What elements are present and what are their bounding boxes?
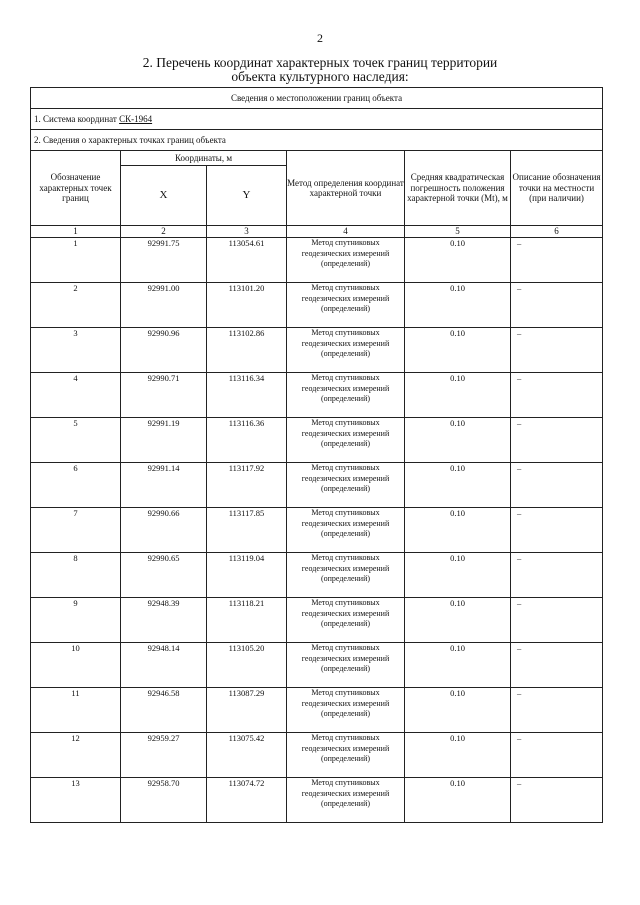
coordinates-table	[30, 87, 603, 823]
y-coordinate-cell: 113118.21	[207, 598, 287, 643]
point-cell: 3	[31, 328, 121, 373]
accuracy-cell: 0.10	[405, 643, 511, 688]
point-cell: 13	[31, 778, 121, 823]
table-row	[31, 778, 603, 823]
column-number: 2	[121, 226, 207, 238]
method-cell: Метод спутниковых геодезических измерений (определений)	[287, 418, 405, 463]
method-cell: Метод спутниковых геодезических измерений (определений)	[287, 328, 405, 373]
column-number: 3	[207, 226, 287, 238]
table-row	[31, 643, 603, 688]
description-cell: –	[511, 238, 603, 283]
y-coordinate-cell: 113105.20	[207, 643, 287, 688]
column-number: 1	[31, 226, 121, 238]
description-cell: –	[511, 328, 603, 373]
column-number: 6	[511, 226, 603, 238]
point-cell: 7	[31, 508, 121, 553]
table-row	[31, 373, 603, 418]
x-coordinate-cell: 92990.96	[121, 328, 207, 373]
accuracy-cell: 0.10	[405, 598, 511, 643]
y-coordinate-cell: 113119.04	[207, 553, 287, 598]
x-coordinate-cell: 92990.66	[121, 508, 207, 553]
accuracy-cell: 0.10	[405, 283, 511, 328]
method-cell: Метод спутниковых геодезических измерений (определений)	[287, 508, 405, 553]
table-row	[31, 463, 603, 508]
point-cell: 12	[31, 733, 121, 778]
x-coordinate-cell: 92946.58	[121, 688, 207, 733]
column-number: 5	[405, 226, 511, 238]
description-cell: –	[511, 733, 603, 778]
x-coordinate-cell: 92958.70	[121, 778, 207, 823]
x-coordinate-cell: 92959.27	[121, 733, 207, 778]
method-cell: Метод спутниковых геодезических измерений (определений)	[287, 778, 405, 823]
method-cell: Метод спутниковых геодезических измерений (определений)	[287, 373, 405, 418]
method-cell: Метод спутниковых геодезических измерений (определений)	[287, 643, 405, 688]
table-row	[31, 238, 603, 283]
header-description: Описание обозначения точки на местности (при наличии)	[511, 151, 603, 226]
table-row	[31, 328, 603, 373]
table-row	[31, 553, 603, 598]
accuracy-cell: 0.10	[405, 328, 511, 373]
accuracy-cell: 0.10	[405, 688, 511, 733]
y-coordinate-cell: 113116.36	[207, 418, 287, 463]
x-coordinate-cell: 92948.14	[121, 643, 207, 688]
point-cell: 5	[31, 418, 121, 463]
y-coordinate-cell: 113116.34	[207, 373, 287, 418]
header-accuracy: Средняя квадратическая погрешность положения характерной точки (Мt), м	[405, 151, 511, 226]
accuracy-cell: 0.10	[405, 463, 511, 508]
document-title	[0, 56, 640, 84]
title-line-1: 2. Перечень координат характерных точек границ территории	[142, 55, 498, 70]
accuracy-cell: 0.10	[405, 418, 511, 463]
accuracy-cell: 0.10	[405, 778, 511, 823]
coord-system-cell	[31, 109, 603, 130]
table-row	[31, 688, 603, 733]
x-coordinate-cell: 92990.65	[121, 553, 207, 598]
description-cell: –	[511, 598, 603, 643]
table-row	[31, 733, 603, 778]
point-cell: 6	[31, 463, 121, 508]
point-cell: 4	[31, 373, 121, 418]
y-coordinate-cell: 113074.72	[207, 778, 287, 823]
point-cell: 11	[31, 688, 121, 733]
method-cell: Метод спутниковых геодезических измерений (определений)	[287, 733, 405, 778]
page-number: 2	[317, 31, 323, 45]
point-cell: 2	[31, 283, 121, 328]
header-y: Y	[207, 166, 287, 226]
table-row	[31, 418, 603, 463]
point-cell: 1	[31, 238, 121, 283]
accuracy-cell: 0.10	[405, 733, 511, 778]
method-cell: Метод спутниковых геодезических измерений (определений)	[287, 463, 405, 508]
accuracy-cell: 0.10	[405, 508, 511, 553]
description-cell: –	[511, 553, 603, 598]
x-coordinate-cell: 92991.75	[121, 238, 207, 283]
x-coordinate-cell: 92948.39	[121, 598, 207, 643]
y-coordinate-cell: 113054.61	[207, 238, 287, 283]
description-cell: –	[511, 508, 603, 553]
accuracy-cell: 0.10	[405, 373, 511, 418]
y-coordinate-cell: 113117.92	[207, 463, 287, 508]
description-cell: –	[511, 778, 603, 823]
section-header: Сведения о местоположении границ объекта	[31, 88, 603, 109]
table-row	[31, 508, 603, 553]
method-cell: Метод спутниковых геодезических измерений (определений)	[287, 283, 405, 328]
method-cell: Метод спутниковых геодезических измерений (определений)	[287, 553, 405, 598]
coord-system-value: СК-1964	[119, 113, 153, 124]
y-coordinate-cell: 113087.29	[207, 688, 287, 733]
coord-system-label: 1. Система координат	[34, 113, 117, 124]
accuracy-cell: 0.10	[405, 553, 511, 598]
description-cell: –	[511, 373, 603, 418]
description-cell: –	[511, 643, 603, 688]
description-cell: –	[511, 418, 603, 463]
column-number-row	[31, 226, 603, 238]
method-cell: Метод спутниковых геодезических измерений (определений)	[287, 238, 405, 283]
x-coordinate-cell: 92991.19	[121, 418, 207, 463]
header-coordinates: Координаты, м	[121, 151, 287, 166]
x-coordinate-cell: 92991.00	[121, 283, 207, 328]
description-cell: –	[511, 283, 603, 328]
header-x: X	[121, 166, 207, 226]
header-method: Метод определения координат характерной точки	[287, 151, 405, 226]
point-cell: 10	[31, 643, 121, 688]
description-cell: –	[511, 463, 603, 508]
x-coordinate-cell: 92991.14	[121, 463, 207, 508]
y-coordinate-cell: 113117.85	[207, 508, 287, 553]
header-designation: Обозначение характерных точек границ	[31, 151, 121, 226]
description-cell: –	[511, 688, 603, 733]
point-cell: 9	[31, 598, 121, 643]
table-row	[31, 598, 603, 643]
method-cell: Метод спутниковых геодезических измерений (определений)	[287, 598, 405, 643]
accuracy-cell: 0.10	[405, 238, 511, 283]
x-coordinate-cell: 92990.71	[121, 373, 207, 418]
point-cell: 8	[31, 553, 121, 598]
title-line-2: объекта культурного наследия:	[231, 69, 409, 84]
y-coordinate-cell: 113075.42	[207, 733, 287, 778]
points-info-label: 2. Сведения о характерных точках границ объекта	[31, 130, 603, 151]
y-coordinate-cell: 113101.20	[207, 283, 287, 328]
y-coordinate-cell: 113102.86	[207, 328, 287, 373]
method-cell: Метод спутниковых геодезических измерений (определений)	[287, 688, 405, 733]
table-row	[31, 283, 603, 328]
column-number: 4	[287, 226, 405, 238]
